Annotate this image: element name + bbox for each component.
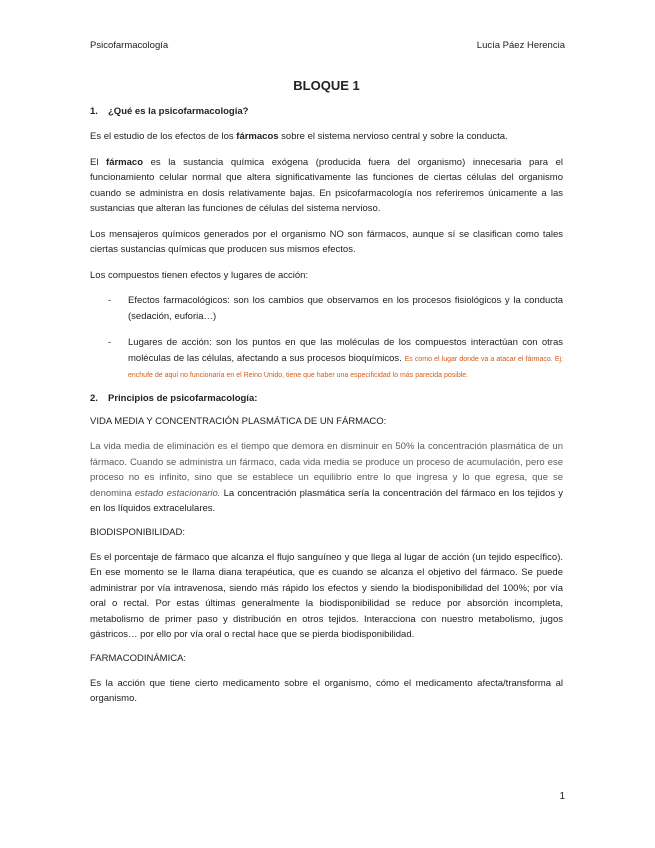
paragraph-compuestos: Los compuestos tienen efectos y lugares de acción: [90, 269, 309, 281]
p2-pre: El [90, 156, 107, 168]
bullet-dash: - [108, 337, 112, 348]
section-1-heading [90, 106, 563, 117]
paragraph-biodisponibilidad: Es el porcentaje de fármaco que alcanza el flujo sanguíneo y que llega al lugar de acción (un tejido específico). En ese momento se le llama diana terapéutica, que es cuando se alcanza el objetivo del fármaco. Se puede administrar por vía intravenosa, siendo más rápido los efectos y siendo la biodisponibilidad del 100%; por vía oral o rectal. Por estas últimas generalmente la biodisponibilidad se reduce por absorción incompleta, metabolismo de primer paso y distribución en otros tejidos. Interacciona con nuestro metabolismo, jugos gástricos… por ello por vía oral o rectal hace que se pierda biodisponibilidad. [90, 551, 563, 640]
header-author: Lucía Páez Herencia [476, 40, 565, 51]
section-2-heading [90, 393, 563, 404]
header-course: Psicofarmacología [90, 40, 169, 51]
section-2-title: Principios de psicofarmacología: [108, 393, 258, 404]
p1-post: sobre el sistema nervioso central y sobre la conducta. [278, 131, 508, 142]
page-title: BLOQUE 1 [293, 78, 360, 93]
bullet-dash: - [108, 295, 112, 306]
p2-post: es la sustancia química exógena (producida fuera del organismo) innecesaria para el funcionamiento celular normal que altera significativamente las funciones de ciertas células del organismo cuando se administra en dosis relativamente bajas. En psicofarmacología nos referiremos únicamente a las sustancias que alteran las funciones de células del sistema nervioso. [90, 156, 563, 214]
list-item [90, 293, 563, 325]
vida-text-pre: La vida media de eliminación es el tiempo que demora en disminuir en 50% la concentración plasmática de un fármaco. Cuando se administra un fármaco, cada vida media se produce un proceso de acumulación, pero ese proceso no es infinito, sino que se establece un equilibrio entre lo que ingresa y lo que egresa, que se denomina [90, 441, 563, 499]
p1-bold: fármacos [236, 131, 279, 142]
subheading-farmacodinamica: FARMACODINÁMICA: [90, 652, 187, 664]
paragraph-vida-media [90, 439, 563, 517]
effects-list [90, 293, 563, 383]
paragraph-definition [90, 129, 563, 145]
section-1-number: 1. [90, 106, 98, 117]
document-body [90, 78, 563, 717]
p2-bold: fármaco [106, 156, 143, 168]
section-2-number: 2. [90, 393, 98, 404]
vida-text-post: La concentración plasmática sería la concentración del fármaco en los tejidos y en los líquidos extracelulares. [90, 487, 563, 514]
page-number: 1 [559, 791, 565, 802]
p1-pre: Es el estudio de los efectos de los [90, 131, 237, 142]
paragraph-farmacodinamica: Es la acción que tiene cierto medicamento sobre el organismo, cómo el medicamento afecta/transforma al organismo. [90, 677, 563, 704]
list-item-text: Lugares de acción: son los puntos en que las moléculas de los compuestos interactúan con otras moléculas de las células, afectando a sus procesos bioquímicos. [128, 337, 563, 364]
section-1-title: ¿Qué es la psicofarmacología? [108, 106, 249, 117]
list-item-text: Efectos farmacológicos: son los cambios que observamos en los procesos fisiológicos y la conducta (sedación, euforia…) [128, 295, 563, 322]
paragraph-mensajeros: Los mensajeros químicos generados por el organismo NO son fármacos, aunque sí se clasifican como tales ciertas sustancias químicas que producen sus mismos efectos. [90, 228, 563, 255]
annotation-note: Es como el lugar donde va a atacar el fármaco. Ej: enchufe de aquí no funcionaría en el Reino Unido, tiene que haber una especificidad lo más parecida posible. [128, 356, 564, 379]
subheading-biodisponibilidad: BIODISPONIBILIDAD: [90, 526, 186, 538]
list-item [90, 335, 563, 383]
paragraph-farmaco [90, 155, 563, 217]
vida-text-em: estado estacionario. [134, 487, 221, 499]
subheading-vida-media: VIDA MEDIA Y CONCENTRACIÓN PLASMÁTICA DE UN FÁRMACO: [90, 416, 387, 427]
